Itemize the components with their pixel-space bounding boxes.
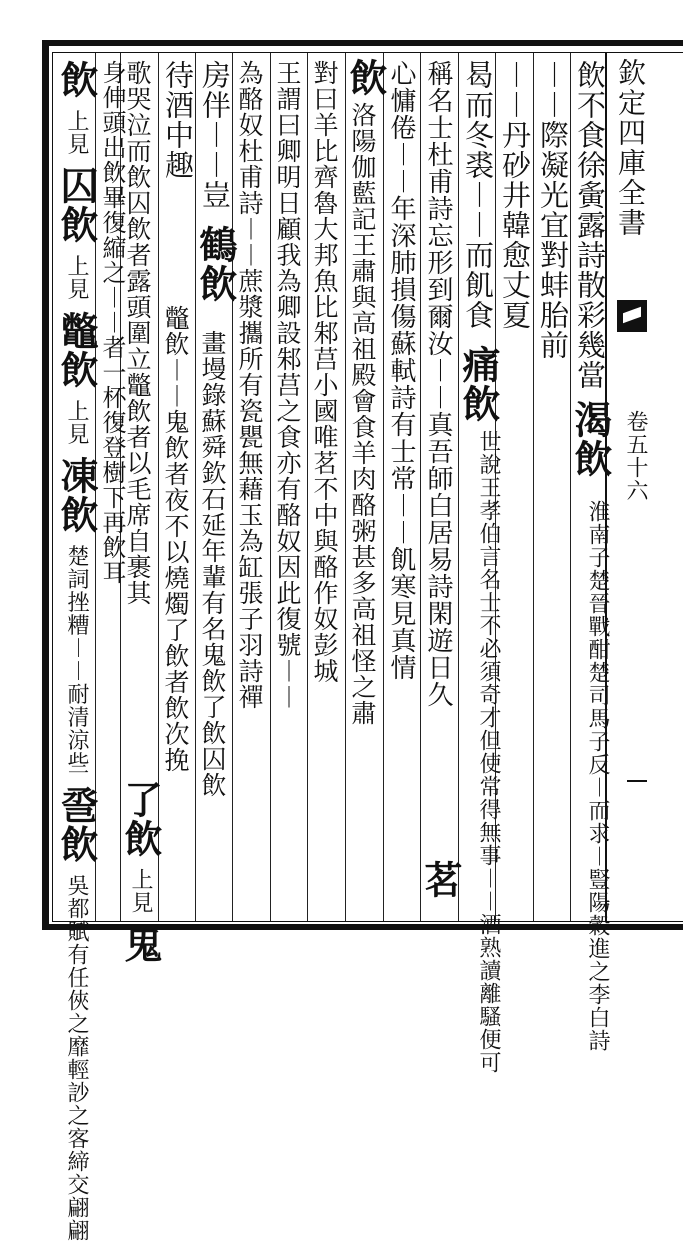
headword: 渴飲 [568,400,613,478]
column-rule [345,53,346,921]
headword: 鬼 [118,924,163,964]
text-column-4 [462,60,493,330]
headword: 了飲 [118,780,163,858]
headword: 巹飲 [54,785,99,864]
margin-dash [627,780,647,782]
column-rule [270,53,271,921]
column-text: 曷而冬裘︱︱而飢食 [461,60,495,330]
text-column-7 [349,102,376,726]
text-column-8 [311,60,338,684]
headword: 飲 [54,60,99,99]
column-rule [383,53,384,921]
text-column-10 [236,60,263,710]
column-text: 待酒中趣 [161,60,195,180]
headword-tong-yin [456,345,501,423]
column-rule [570,53,571,921]
text-column-18 [54,60,99,1242]
headword-ming [418,860,463,899]
headword-yin [343,58,388,97]
column-text: 王謂曰卿明日顧我為卿設邾莒之食亦有酪奴因此復號︱︱ [273,60,302,710]
note-text: 上見 [64,399,89,446]
column-text: ︱︱丹砂井韓愈丈夏 [498,60,532,330]
text-column-5 [424,60,451,708]
headword: 飲 [343,58,388,97]
text-column-11 [199,60,230,210]
headword-note [585,500,609,1052]
column-text: 鼈飲︱︱鬼飲者夜不以燒燭了飲者飲次挽 [161,305,190,773]
headword-note [476,430,500,1074]
headword-he-yin [193,225,238,303]
text-column-12 [162,60,193,180]
column-rule [458,53,459,921]
note-text: 上見 [64,254,89,301]
text-column-16 [124,60,151,606]
headword: 鶴飲 [193,225,238,303]
column-rule [195,53,196,921]
note-text: 上見 [64,109,89,156]
note-text: 世說王孝伯言名士不必須奇才但使常得無事︱︱酒熟讀離騷便可 [476,430,501,1074]
text-column-2 [537,60,568,360]
column-text: 畫墁錄蘇舜欽石延年輩有名鬼飲了飲囚飲 [198,330,227,798]
column-rule [232,53,233,921]
headword: 凍飲 [54,456,99,535]
headword: 痛飲 [456,345,501,423]
column-text: 心慵倦︱︱年深肺損傷蘇軾詩有士常︱︱飢寒見真情 [386,60,416,681]
text-column-1 [574,60,605,390]
column-text: 身伸頭出飲畢復縮之︱︱者一杯復登樹下再飲耳 [98,60,126,585]
headword: 茗 [418,860,463,899]
text-column-14 [199,330,226,798]
column-text: 飲不食徐夤露詩散彩幾當 [573,60,607,390]
column-rule [533,53,534,921]
book-title: 欽定四庫全書 [614,58,647,238]
volume-number: 卷五十六 [623,410,648,502]
column-text: 房伴︱︱豈 [198,60,232,210]
text-column-17 [99,60,125,585]
text-column-9 [274,60,301,710]
text-column-3 [499,60,530,330]
text-column-6 [387,60,414,681]
column-text: 稱名士杜甫詩忘形到爾汝︱︱真吾師白居易詩閑遊日久 [423,60,453,708]
column-text: ︱︱際凝光宜對蚌胎前 [536,60,570,360]
note-text: 上見 [128,868,153,915]
column-text: 洛陽伽藍記王肅與高祖殿會食羊肉酪粥甚多高祖怪之肅 [348,102,377,726]
headword-liao-yin [118,780,163,964]
column-rule [307,53,308,921]
headword: 囚飲 [54,166,99,245]
column-text: 對曰羊比齊魯大邦魚比邾莒小國唯茗不中與酪作奴彭城 [310,60,339,684]
headword: 鼈飲 [54,311,99,390]
fish-tail-mark-icon [617,300,647,332]
column-text: 歌哭泣而飲囚飲者露頭圍立鼈飲者以毛席自裹其 [123,60,152,606]
column-text: 為酪奴杜甫詩︱︱蔗漿攜所有瓷甖無藉玉為缸張子羽詩禪 [235,60,264,710]
headword-ke-yin [568,400,613,478]
note-text: 淮南子楚晉戰酣楚司馬子反︱而求︱豎陽穀進之李白詩 [585,500,610,1052]
column-rule [420,53,421,921]
text-column-15 [162,305,189,773]
note-text: 楚詞挫糟︱︱耐清涼些 [64,544,89,775]
note-text: 吳都賦有任俠之靡輕訬之客締交翩翩 [64,873,89,1242]
